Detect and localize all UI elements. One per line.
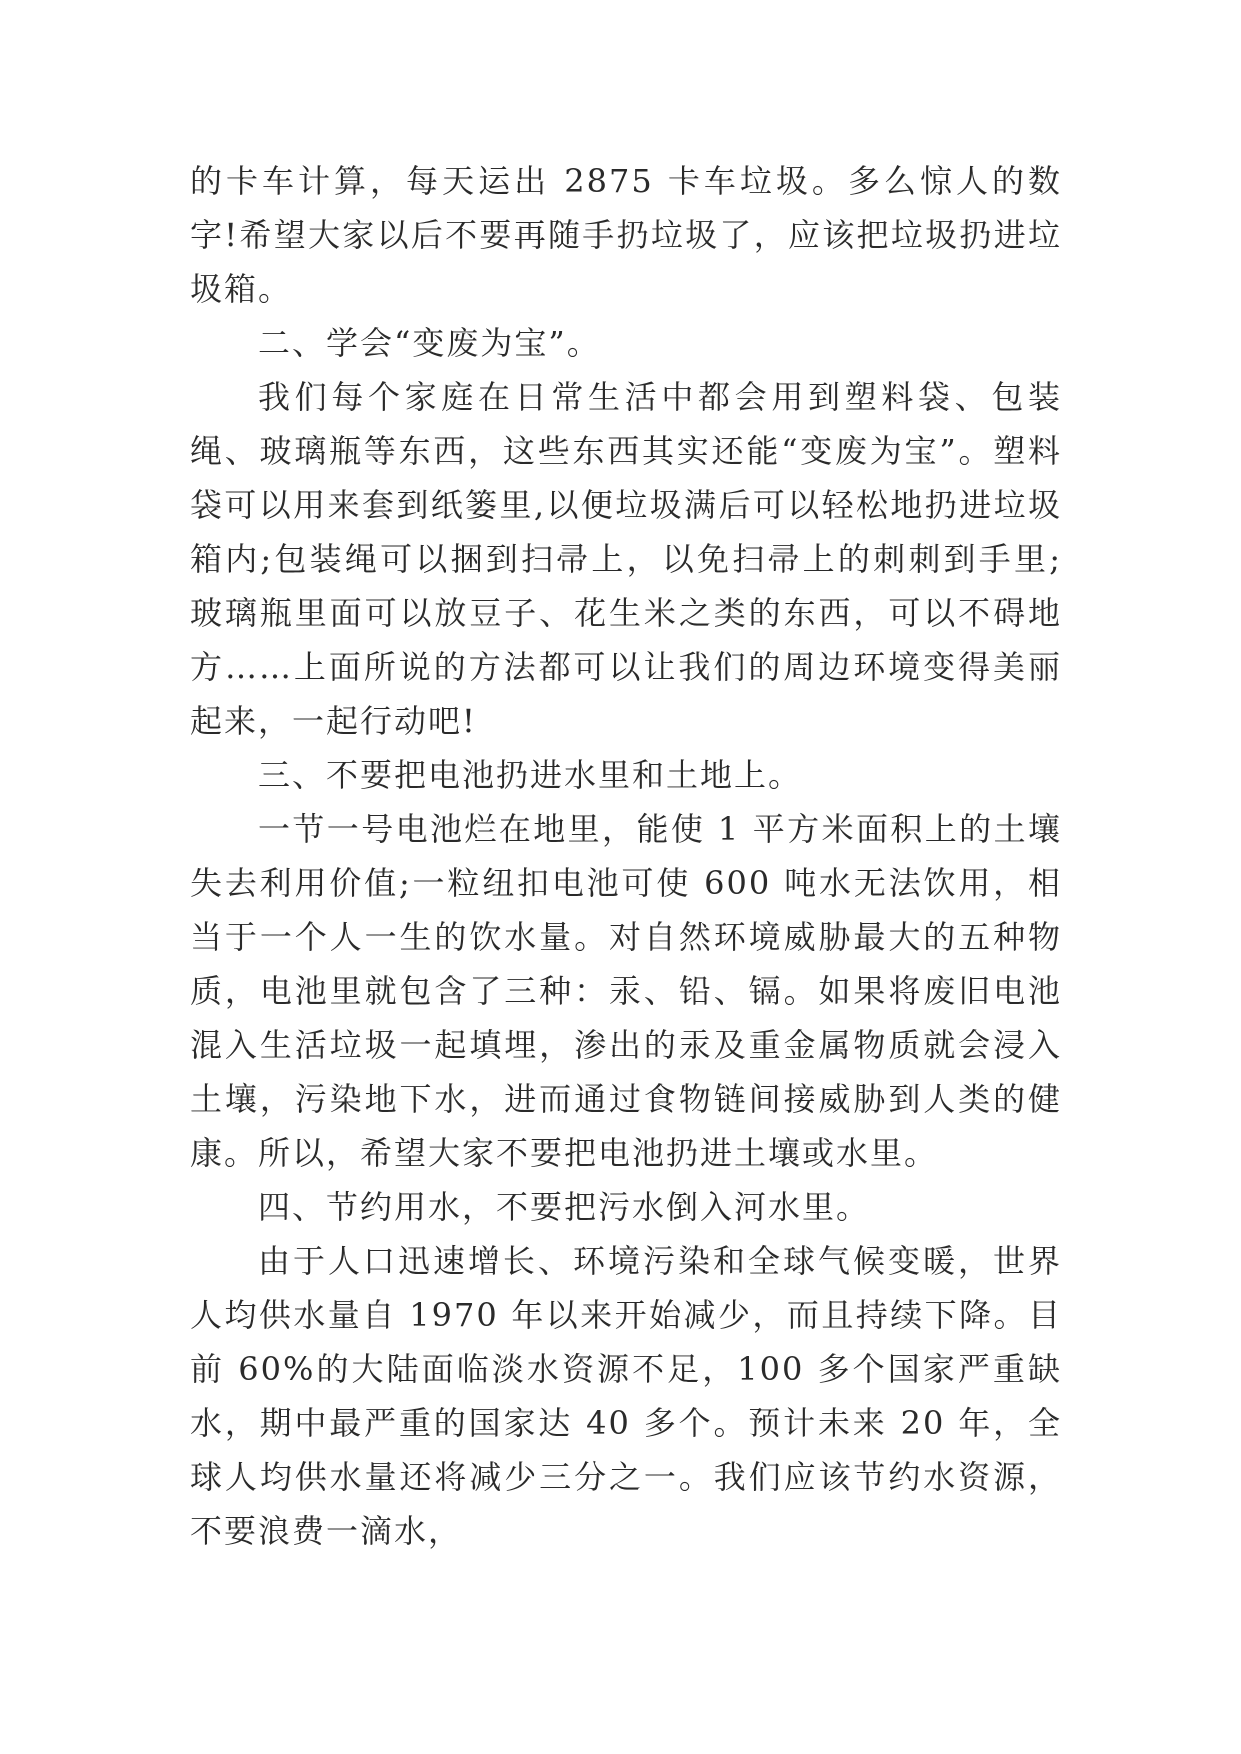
section-heading-recycle: 二、学会“变废为宝”。 [258, 324, 601, 362]
paragraph-continuation: 的卡车计算，每天运出 2875 卡车垃圾。多么惊人的数字!希望大家以后不要再随手扔垃圾了，应该把垃圾扔进垃圾箱。 [190, 162, 1062, 308]
section-heading-battery: 三、不要把电池扔进水里和土地上。 [258, 756, 803, 794]
document-body [190, 154, 1062, 1558]
paragraph-water: 由于人口迅速增长、环境污染和全球气候变暖，世界人均供水量自 1970 年以来开始减少，而且持续下降。目前 60%的大陆面临淡水资源不足，100 多个国家严重缺水，期中最严重的国家达 40 多个。预计未来 20 年，全球人均供水量还将减少三分之一。我们应该节约水资源，不要浪费一滴水， [190, 1242, 1062, 1550]
section-heading-water: 四、节约用水，不要把污水倒入河水里。 [258, 1188, 871, 1226]
paragraph-recycle: 我们每个家庭在日常生活中都会用到塑料袋、包装绳、玻璃瓶等东西，这些东西其实还能“变废为宝”。塑料袋可以用来套到纸篓里,以便垃圾满后可以轻松地扔进垃圾箱内;包装绳可以捆到扫帚上，以免扫帚上的刺刺到手里;玻璃瓶里面可以放豆子、花生米之类的东西，可以不碍地方……上面所说的方法都可以让我们的周边环境变得美丽起来，一起行动吧! [190, 378, 1062, 740]
paragraph-battery: 一节一号电池烂在地里，能使 1 平方米面积上的土壤失去利用价值;一粒纽扣电池可使 600 吨水无法饮用，相当于一个人一生的饮水量。对自然环境威胁最大的五种物质，电池里就包含了三种：汞、铅、镉。如果将废旧电池混入生活垃圾一起填埋，渗出的汞及重金属物质就会浸入土壤，污染地下水，进而通过食物链间接威胁到人类的健康。所以，希望大家不要把电池扔进土壤或水里。 [190, 810, 1062, 1172]
